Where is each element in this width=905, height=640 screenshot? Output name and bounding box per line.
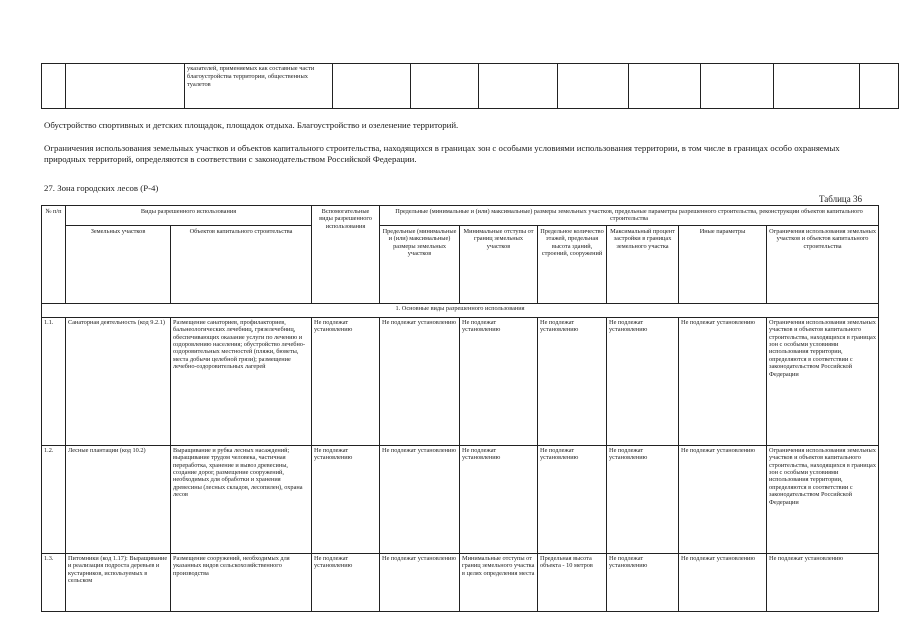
row-objects: Размещение санаториев, профилакториев, бальнеологических лечебниц, грязелечебниц, обеспечивающих оказание услуги по лечению и оздоровлению населения; обустройство лечебно-оздоровительных местностей (пляжи, бюветы, места добычи целебной грязи); размещение лечебно-оздоровительных лагерей bbox=[171, 317, 312, 445]
fragment-cell bbox=[774, 64, 860, 109]
continued-table-fragment bbox=[41, 63, 899, 109]
row-setbacks: Не подлежат установлению bbox=[460, 317, 538, 445]
row-sizes: Не подлежат установлению bbox=[380, 445, 460, 553]
row-floors: Не подлежат установлению bbox=[538, 445, 607, 553]
fragment-cell bbox=[558, 64, 629, 109]
row-land: Санаторная деятельность (код 9.2.1) bbox=[66, 317, 171, 445]
header-restrictions: Ограничения использования земельных участков и объектов капитального строительства bbox=[767, 225, 879, 303]
header-limits: Предельные (минимальные и (или) максимальные) размеры земельных участков, предельные параметры разрешенного строительства, реконструкции объектов капитального строительства bbox=[380, 206, 879, 226]
row-coverage: Не подлежат установлению bbox=[607, 445, 679, 553]
row-other: Не подлежат установлению bbox=[679, 445, 767, 553]
zone-r4-table bbox=[41, 205, 879, 612]
zone-title: 27. Зона городских лесов (Р-4) bbox=[44, 183, 159, 193]
header-land-plots: Земельных участков bbox=[66, 225, 171, 303]
row-restrictions: Не подлежат установлению bbox=[767, 553, 879, 611]
section-title: 1. Основные виды разрешенного использования bbox=[42, 303, 879, 317]
row-coverage: Не подлежат установлению bbox=[607, 317, 679, 445]
fragment-cell bbox=[333, 64, 411, 109]
fragment-cell bbox=[42, 64, 66, 109]
section-row bbox=[42, 303, 879, 317]
table-caption: Таблица 36 bbox=[819, 194, 862, 204]
fragment-cell bbox=[629, 64, 701, 109]
fragment-cell bbox=[411, 64, 479, 109]
row-objects: Выращивание и рубка лесных насаждений; выращивание трудом человека, частичная переработка, хранение и вывоз древесины, создание дорог, размещение сооружений, необходимых для обработки и хранения древесины (лесных складов, лесопилен), охрана лесов bbox=[171, 445, 312, 553]
paragraph-restrictions: Ограничения использования земельных участков и объектов капитального строительства, находящихся в границах зон с особыми условиями использования территории, в том числе в границах особо охраняемых природных территорий, определяются в соответствии с законодательством Российской Федерации. bbox=[44, 143, 840, 164]
table-row bbox=[42, 445, 879, 553]
fragment-cell bbox=[701, 64, 774, 109]
header-permitted-uses: Виды разрешенного использования bbox=[66, 206, 312, 226]
row-sizes: Не подлежат установлению bbox=[380, 317, 460, 445]
header-auxiliary: Вспомогательные виды разрешенного использования bbox=[312, 206, 380, 304]
header-other: Иные параметры bbox=[679, 225, 767, 303]
header-floors: Предельное количество этажей, предельная высота зданий, строений, сооружений bbox=[538, 225, 607, 303]
header-capital-objects: Объектов капитального строительства bbox=[171, 225, 312, 303]
row-land: Лесные плантации (код 10.2) bbox=[66, 445, 171, 553]
table-row bbox=[42, 317, 879, 445]
row-coverage: Не подлежат установлению bbox=[607, 553, 679, 611]
header-plot-sizes: Предельные (минимальные и (или) максимальные) размеры земельных участков bbox=[380, 225, 460, 303]
row-num: 1.3. bbox=[42, 553, 66, 611]
fragment-cell bbox=[66, 64, 185, 109]
header-row-1 bbox=[42, 206, 879, 226]
header-coverage: Максимальный процент застройки в границах земельного участка bbox=[607, 225, 679, 303]
header-num: № п/п bbox=[42, 206, 66, 304]
paragraph-landscaping: Обустройство спортивных и детских площадок, площадок отдыха. Благоустройство и озеленение территорий. bbox=[44, 120, 459, 130]
row-floors: Предельная высота объекта - 10 метров bbox=[538, 553, 607, 611]
row-setbacks: Не подлежат установлению bbox=[460, 445, 538, 553]
row-sizes: Не подлежат установлению bbox=[380, 553, 460, 611]
row-num: 1.2. bbox=[42, 445, 66, 553]
row-restrictions: Ограничения использования земельных участков и объектов капитального строительства, находящихся в границах зон с особыми условиями использования территории, определяются в соответствии с законодательством Российской Федерации bbox=[767, 317, 879, 445]
row-setbacks: Минимальные отступы от границ земельного участка в целях определения места bbox=[460, 553, 538, 611]
header-setbacks: Минимальные отступы от границ земельных участков bbox=[460, 225, 538, 303]
row-other: Не подлежат установлению bbox=[679, 317, 767, 445]
row-aux: Не подлежат установлению bbox=[312, 317, 380, 445]
row-restrictions: Ограничения использования земельных участков и объектов капитального строительства, находящихся в границах зон с особыми условиями использования территории, определяются в соответствии с законодательством Российской Федерации bbox=[767, 445, 879, 553]
row-other: Не подлежат установлению bbox=[679, 553, 767, 611]
row-objects: Размещение сооружений, необходимых для указанных видов сельскохозяйственного производства bbox=[171, 553, 312, 611]
fragment-cell bbox=[479, 64, 558, 109]
table-row bbox=[42, 553, 879, 611]
row-num: 1.1. bbox=[42, 317, 66, 445]
fragment-cell bbox=[860, 64, 899, 109]
row-floors: Не подлежат установлению bbox=[538, 317, 607, 445]
fragment-text-cell: указателей, применяемых как составные части благоустройства территории, общественных туалетов bbox=[185, 64, 333, 109]
row-aux: Не подлежат установлению bbox=[312, 553, 380, 611]
row-land: Питомники (код 1.17): Выращивание и реализация подроста деревьев и кустарников, используемых в сельском bbox=[66, 553, 171, 611]
row-aux: Не подлежат установлению bbox=[312, 445, 380, 553]
header-row-2 bbox=[42, 225, 879, 303]
